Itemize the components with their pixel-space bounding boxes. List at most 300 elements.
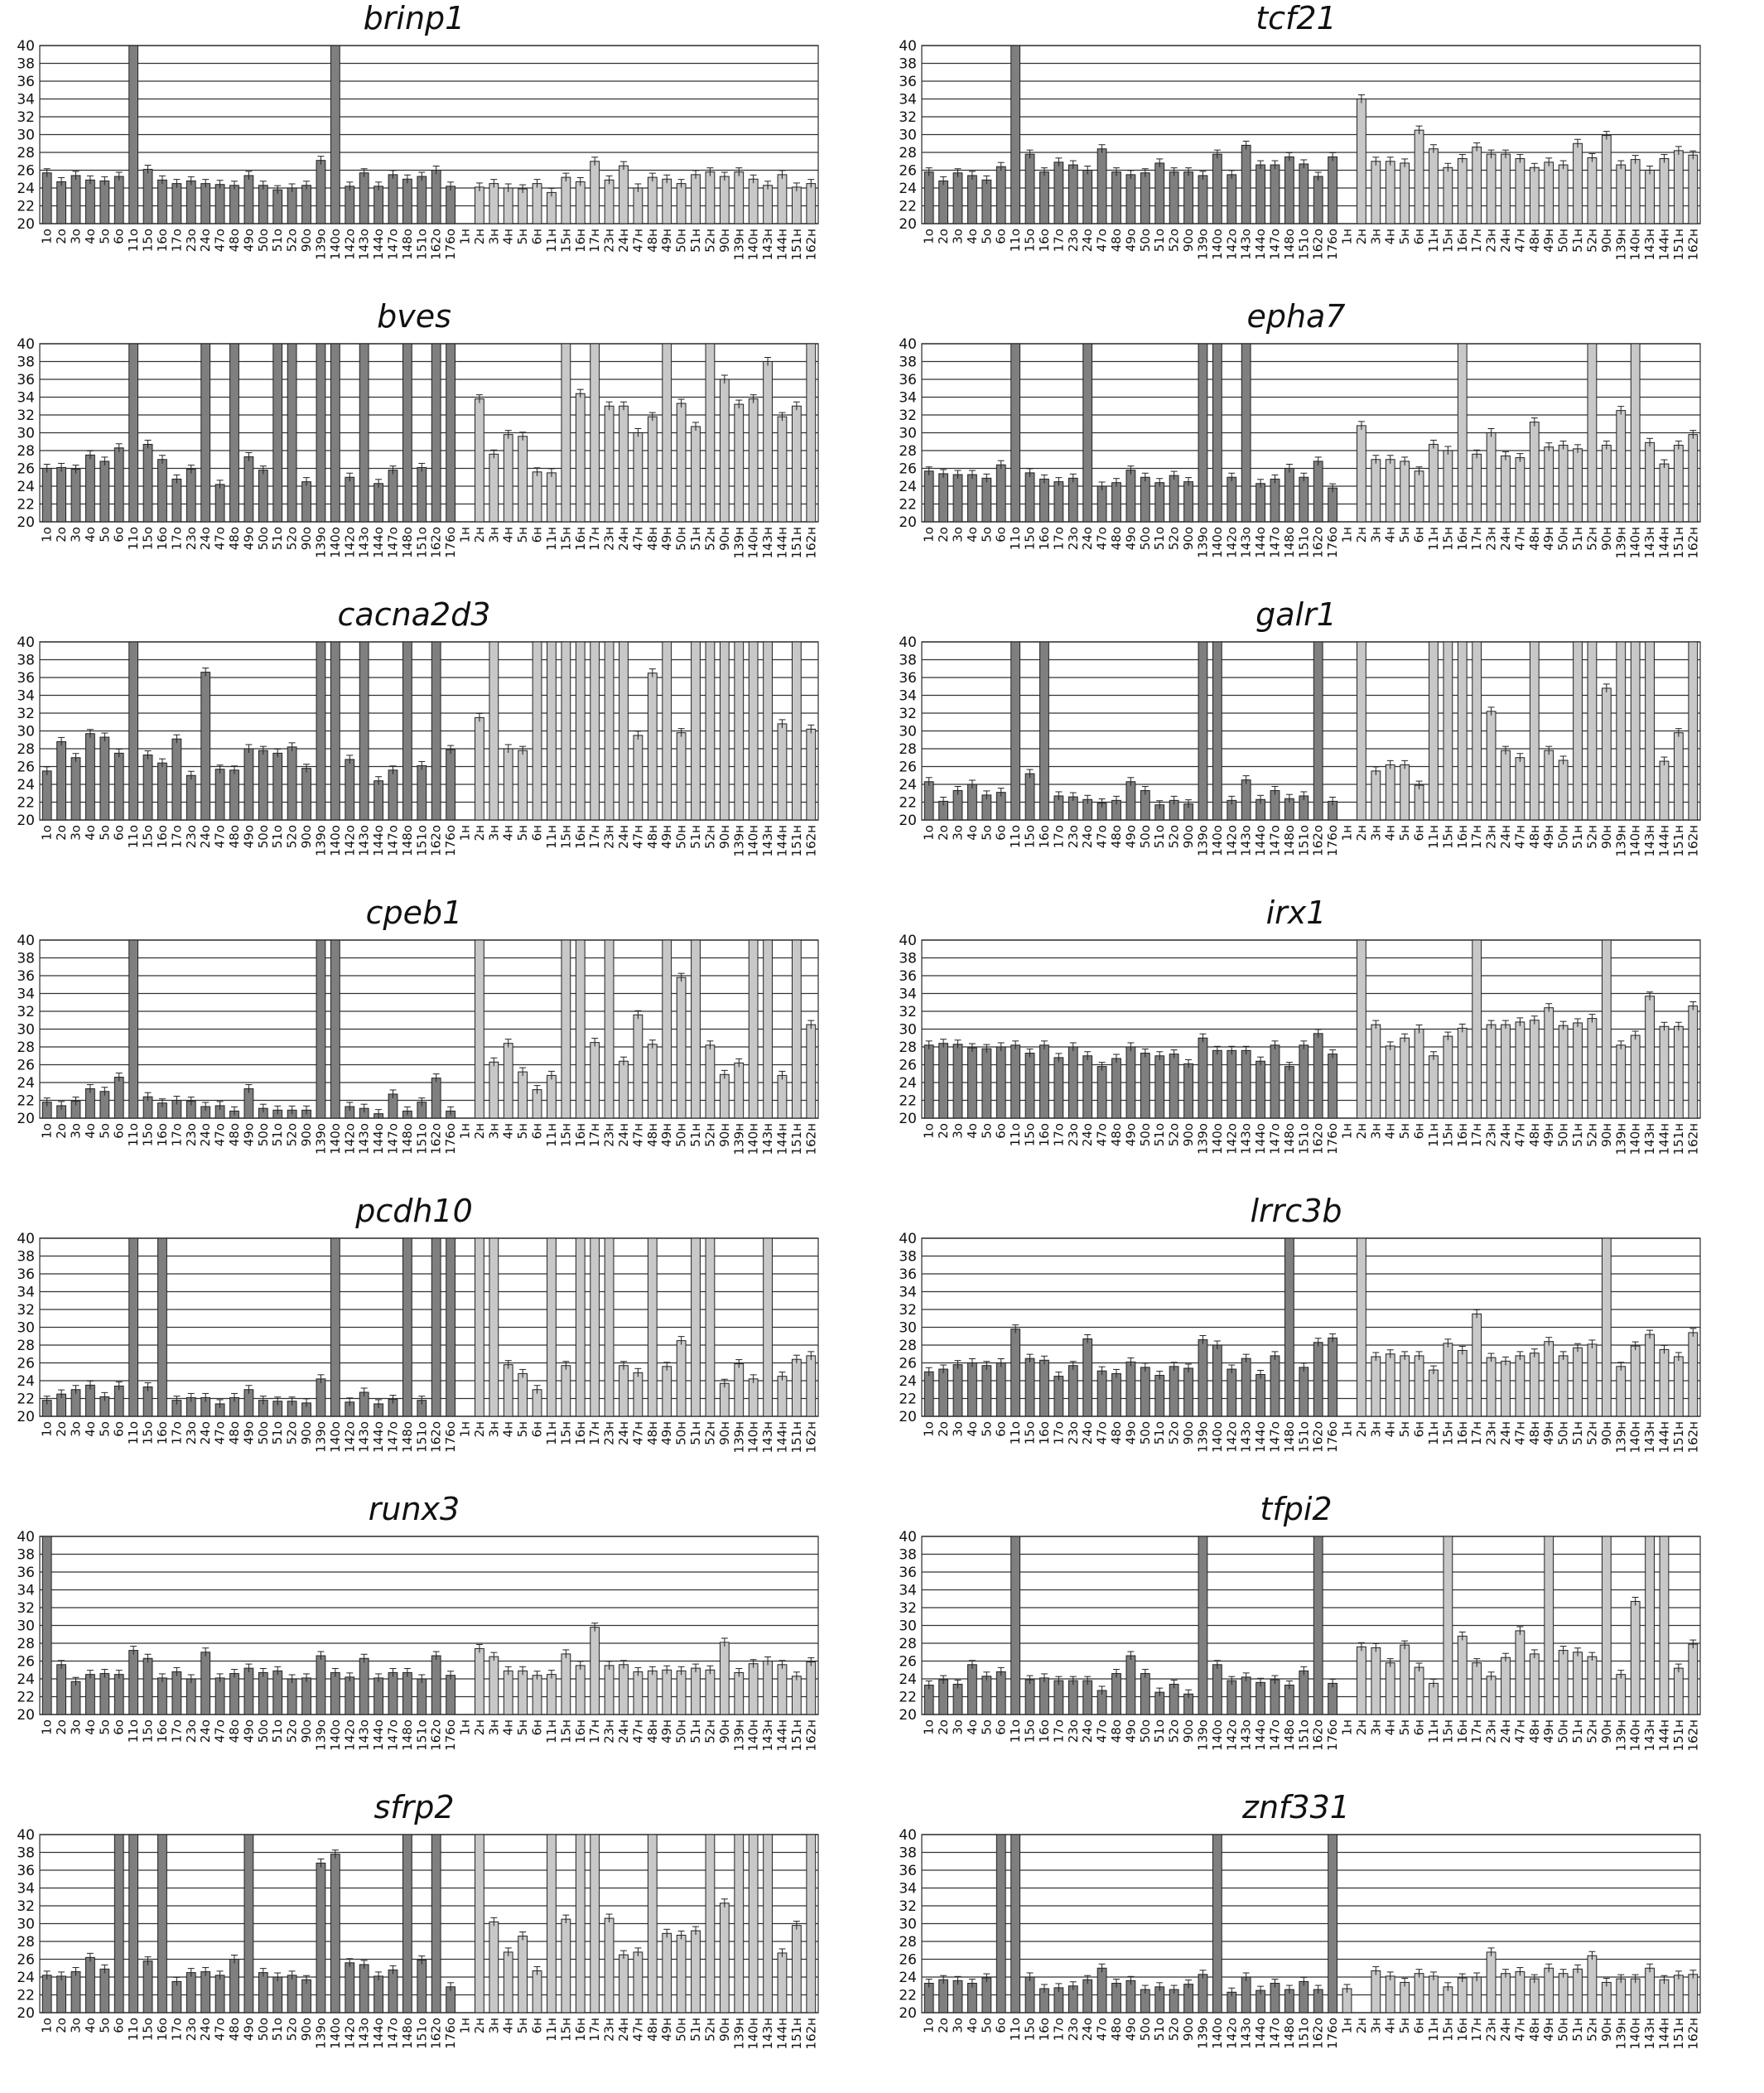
x-tick-label: 90н [1598, 825, 1614, 849]
bar-3о [953, 791, 962, 820]
bar-3о [71, 1681, 80, 1714]
bar-139о [316, 940, 325, 1118]
y-tick-label: 38 [17, 1845, 35, 1862]
bar-148о [1284, 1067, 1294, 1118]
bar-90о [1184, 172, 1193, 224]
chart-title: pcdh10 [355, 1193, 473, 1229]
x-tick-label: 11о [1008, 2018, 1024, 2042]
bar-144н [1660, 1536, 1669, 1714]
bar-47н [1516, 1022, 1525, 1118]
x-tick-label: 90о [1181, 1421, 1197, 1445]
bar-1о [42, 771, 51, 820]
bar-23н [605, 642, 614, 820]
y-tick-label: 24 [17, 777, 35, 793]
x-tick-label: 17н [1469, 229, 1485, 253]
x-tick-label: 52о [1166, 1719, 1182, 1743]
y-tick-label: 36 [17, 1863, 35, 1879]
x-tick-label: 52о [284, 527, 300, 551]
bar-49н [1545, 162, 1554, 224]
bar-144н [778, 1075, 787, 1118]
bar-47н [634, 1372, 643, 1416]
y-tick-label: 28 [899, 1636, 917, 1652]
bar-15о [1025, 1054, 1034, 1118]
bar-17н [590, 1628, 600, 1714]
x-tick-label: 47н [1512, 229, 1528, 253]
x-tick-label: 4о [82, 1123, 98, 1139]
x-tick-label: 162о [1310, 229, 1326, 260]
x-tick-label: 51н [688, 825, 704, 849]
x-tick-label: 3н [1368, 2018, 1384, 2034]
bar-1о [924, 1984, 933, 2013]
bar-52о [1169, 1367, 1178, 1416]
bar-176о [1328, 488, 1337, 522]
x-tick-label: 50о [1137, 1123, 1153, 1147]
bar-143н [764, 1661, 773, 1715]
bar-50н [677, 733, 686, 820]
bar-151н [792, 406, 801, 522]
bar-4н [504, 1671, 513, 1714]
x-tick-label: 17о [169, 2018, 185, 2042]
bar-5о [100, 737, 109, 820]
y-tick-label: 26 [17, 1653, 35, 1671]
y-tick-label: 30 [899, 1916, 917, 1933]
x-tick-label: 2н [1353, 825, 1369, 842]
x-tick-label: 50о [1137, 229, 1153, 253]
y-tick-label: 20 [17, 2005, 35, 2022]
y-tick-label: 40 [17, 933, 35, 949]
x-tick-label: 5о [979, 527, 995, 543]
bar-17о [172, 1981, 181, 2013]
x-tick-label: 2н [1353, 1421, 1369, 1438]
y-tick-label: 28 [17, 1636, 35, 1652]
bar-15о [1025, 1977, 1034, 2013]
bar-3н [1371, 1970, 1381, 2013]
bar-16н [576, 642, 585, 820]
x-tick-label: 5о [979, 825, 995, 841]
bar-49о [244, 1668, 253, 1714]
x-tick-label: 50н [673, 527, 689, 551]
x-tick-label: 5о [97, 825, 113, 841]
x-tick-label: 48н [644, 527, 660, 551]
x-tick-label: 4н [500, 825, 516, 842]
x-tick-label: 2о [54, 527, 70, 543]
y-tick-label: 26 [17, 162, 35, 180]
x-tick-label: 47о [1094, 527, 1110, 551]
x-tick-label: 90н [716, 527, 732, 551]
bar-23н [1487, 1952, 1496, 2013]
x-tick-label: 3н [1368, 229, 1384, 245]
x-tick-label: 90о [1181, 527, 1197, 551]
x-tick-label: 23о [1065, 229, 1081, 253]
bar-49о [244, 749, 253, 820]
x-tick-label: 1о [39, 1123, 55, 1139]
x-tick-label: 24н [1498, 825, 1513, 849]
x-tick-label: 144н [1656, 527, 1672, 559]
y-tick-label: 34 [899, 1880, 917, 1898]
x-tick-label: 51о [1152, 1719, 1168, 1743]
x-tick-label: 47о [1094, 1719, 1110, 1743]
x-tick-label: 16о [154, 2018, 170, 2042]
y-tick-label: 22 [899, 198, 917, 215]
x-tick-label: 144н [1656, 1123, 1672, 1155]
x-tick-label: 3о [68, 527, 84, 543]
x-tick-label: 144н [1656, 2018, 1672, 2050]
bar-49н [1545, 1536, 1554, 1714]
y-tick-label: 38 [899, 354, 917, 371]
x-tick-label: 16о [1036, 1719, 1052, 1743]
bar-52н [706, 1045, 715, 1118]
x-tick-label: 51н [1570, 229, 1586, 253]
x-tick-label: 3н [486, 1719, 502, 1736]
bar-chart-galr1 [882, 596, 1764, 895]
x-tick-label: 4о [82, 1719, 98, 1735]
bar-1о [924, 471, 933, 522]
y-tick-label: 24 [17, 1970, 35, 1986]
bar-23н [1487, 1676, 1496, 1714]
x-tick-label: 23н [1483, 229, 1499, 253]
bar-24н [1501, 456, 1511, 522]
bar-143н [1646, 171, 1655, 224]
y-tick-label: 32 [17, 408, 35, 424]
x-tick-label: 139о [313, 825, 329, 856]
bar-162о [1313, 461, 1323, 522]
bar-4н [504, 1365, 513, 1416]
x-tick-label: 147о [1267, 1421, 1283, 1453]
bar-6н [1415, 1356, 1424, 1416]
bar-48о [230, 344, 239, 522]
bar-90н [720, 1642, 729, 1714]
x-tick-label: 90н [716, 825, 732, 849]
x-tick-label: 151н [1670, 229, 1686, 261]
bar-90н [720, 1383, 729, 1416]
bar-49о [1126, 1656, 1135, 1714]
x-tick-label: 17н [1469, 1123, 1485, 1147]
bar-4н [504, 749, 513, 820]
bar-3н [489, 1922, 499, 2013]
bar-147о [1270, 1680, 1280, 1714]
bar-1о [42, 173, 51, 224]
x-tick-label: 162о [1310, 2018, 1326, 2049]
x-tick-label: 90н [716, 1421, 732, 1445]
x-tick-label: 15о [140, 825, 156, 849]
x-tick-label: 140н [1627, 825, 1643, 857]
bar-50н [1559, 446, 1568, 522]
bar-6о [114, 1835, 123, 2013]
x-tick-label: 51н [1570, 825, 1586, 849]
bar-139о [316, 1863, 325, 2013]
bar-47о [1097, 1067, 1106, 1118]
x-tick-label: 144о [371, 527, 387, 558]
bar-51н [1574, 449, 1583, 522]
x-tick-label: 47н [630, 527, 646, 551]
y-tick-label: 22 [17, 496, 35, 514]
bar-23н [605, 1918, 614, 2013]
x-tick-label: 23о [1065, 1719, 1081, 1743]
chart-title: bves [377, 298, 451, 335]
x-tick-label: 2н [471, 527, 487, 543]
y-tick-label: 22 [899, 1391, 917, 1408]
bar-2о [57, 1976, 66, 2013]
x-tick-label: 140о [1209, 2018, 1225, 2049]
bar-49н [1545, 1968, 1554, 2013]
x-tick-label: 16н [572, 527, 588, 551]
x-tick-label: 142о [342, 1421, 358, 1453]
x-tick-label: 49н [659, 1421, 675, 1445]
bar-51н [692, 642, 701, 820]
bar-16н [1458, 1636, 1467, 1714]
x-tick-label: 151н [788, 1123, 804, 1155]
bar-11н [547, 1835, 557, 2013]
bar-24н [619, 406, 629, 522]
bar-90н [720, 379, 729, 522]
bar-11о [1011, 1329, 1020, 1416]
bar-50о [1140, 1054, 1149, 1118]
bar-4о [86, 180, 95, 224]
x-tick-label: 50о [1137, 2018, 1153, 2042]
bar-52н [1588, 1657, 1597, 1714]
x-tick-label: 2о [54, 1719, 70, 1735]
bar-144н [778, 724, 787, 820]
bar-4н [1386, 1046, 1395, 1118]
bar-48о [1112, 172, 1121, 224]
bar-1о [924, 782, 933, 820]
bar-11н [1429, 642, 1439, 820]
x-tick-label: 139о [1195, 825, 1211, 856]
bar-3н [489, 184, 499, 224]
x-tick-label: 151н [1670, 527, 1686, 559]
x-tick-label: 51о [1152, 1421, 1168, 1445]
bar-143н [1646, 642, 1655, 820]
x-tick-label: 16н [572, 825, 588, 849]
x-tick-label: 6о [993, 1421, 1009, 1437]
bar-151о [417, 1679, 427, 1714]
bar-chart-znf331 [882, 1789, 1764, 2087]
bar-4о [86, 1675, 95, 1714]
bar-23о [1068, 1047, 1077, 1118]
bar-52н [706, 1670, 715, 1714]
bar-140н [1631, 344, 1640, 522]
x-tick-label: 49о [1123, 1719, 1139, 1743]
chart-panel-sfrp2 [0, 1789, 882, 2087]
bar-24н [619, 1366, 629, 1416]
x-tick-label: 162н [1685, 1123, 1701, 1155]
x-tick-label: 52о [1166, 2018, 1182, 2042]
bar-140н [749, 940, 758, 1118]
x-tick-label: 49о [1123, 1421, 1139, 1445]
x-tick-label: 16о [1036, 229, 1052, 253]
x-tick-label: 51о [270, 1421, 286, 1445]
y-tick-label: 20 [899, 2005, 917, 2022]
x-tick-label: 143н [760, 229, 776, 261]
x-tick-label: 24н [1498, 527, 1513, 551]
x-tick-label: 143о [1238, 825, 1254, 856]
x-tick-label: 47н [630, 825, 646, 849]
bar-162н [807, 1835, 816, 2013]
bar-162н [1689, 155, 1698, 224]
y-tick-label: 20 [899, 514, 917, 531]
x-tick-label: 17н [587, 1719, 603, 1743]
bar-140о [330, 46, 340, 224]
bar-4н [1386, 1663, 1395, 1714]
bar-52н [1588, 157, 1597, 224]
x-tick-label: 5н [1397, 2018, 1413, 2034]
x-tick-label: 139н [731, 825, 747, 857]
bar-47н [1516, 1356, 1525, 1416]
y-tick-label: 22 [17, 1987, 35, 2004]
bar-47о [215, 185, 224, 224]
x-tick-label: 6н [1411, 825, 1427, 842]
x-tick-label: 176о [443, 2018, 459, 2049]
x-tick-label: 162н [1685, 229, 1701, 261]
bar-140н [749, 1379, 758, 1416]
x-tick-label: 5о [979, 1421, 995, 1437]
x-tick-label: 6о [993, 1719, 1009, 1735]
x-tick-label: 48н [1526, 825, 1542, 849]
bar-48н [1530, 1979, 1539, 2013]
bar-24о [1083, 1056, 1092, 1118]
x-tick-label: 52н [702, 2018, 718, 2042]
bar-48о [1112, 1984, 1121, 2013]
bar-17н [590, 1238, 600, 1416]
x-tick-label: 47н [630, 1123, 646, 1147]
x-tick-label: 47о [212, 1421, 228, 1445]
bar-11н [1429, 444, 1439, 522]
bar-162о [431, 344, 441, 522]
bar-1о [42, 1536, 51, 1714]
x-tick-label: 139н [1613, 1719, 1629, 1752]
x-tick-label: 148о [1281, 825, 1297, 856]
bar-140н [749, 1664, 758, 1714]
bar-51о [1155, 1376, 1164, 1416]
x-tick-label: 151н [788, 2018, 804, 2050]
bar-23н [1487, 1025, 1496, 1118]
x-tick-label: 48о [227, 1123, 242, 1147]
x-tick-label: 143н [1642, 229, 1658, 261]
x-tick-label: 144о [371, 1123, 387, 1155]
x-tick-label: 140о [327, 229, 343, 260]
bar-142о [1227, 1050, 1236, 1118]
bar-147о [1270, 1045, 1280, 1118]
bar-51о [273, 753, 282, 820]
bar-51о [273, 1671, 282, 1714]
bar-151н [1674, 1668, 1683, 1714]
x-tick-label: 15о [140, 2018, 156, 2042]
bar-5н [518, 750, 528, 820]
bar-49о [1126, 1047, 1135, 1118]
y-tick-label: 34 [17, 986, 35, 1003]
x-tick-label: 147о [385, 228, 401, 260]
x-tick-label: 144о [1253, 1123, 1269, 1155]
x-tick-label: 151н [1670, 1719, 1686, 1752]
x-tick-label: 11о [126, 1719, 142, 1743]
x-tick-label: 51н [688, 527, 704, 551]
bar-51о [1155, 1056, 1164, 1118]
x-tick-label: 144о [1253, 825, 1269, 856]
y-tick-label: 40 [899, 933, 917, 949]
x-tick-label: 15н [1440, 229, 1456, 253]
x-tick-label: 144о [371, 2018, 387, 2049]
x-tick-label: 90н [716, 2018, 732, 2042]
bar-16н [1458, 1028, 1467, 1118]
bar-chart-pcdh10 [0, 1193, 882, 1491]
chart-panel-lrrc3b [882, 1193, 1764, 1491]
x-tick-label: 11н [1425, 2018, 1441, 2042]
x-tick-label: 24о [198, 229, 214, 253]
x-tick-label: 143н [1642, 2018, 1658, 2050]
x-tick-label: 140о [327, 2018, 343, 2049]
x-tick-label: 2о [936, 527, 952, 543]
bar-148о [402, 1672, 412, 1714]
bar-15н [561, 1654, 571, 1714]
x-tick-label: 2н [1353, 229, 1369, 245]
bar-147о [1270, 479, 1280, 522]
x-tick-label: 139о [1195, 229, 1211, 260]
y-tick-label: 38 [899, 652, 917, 669]
y-tick-label: 24 [17, 1075, 35, 1092]
bar-24н [619, 1955, 629, 2013]
bar-139о [316, 1379, 325, 1416]
bar-142о [345, 1963, 354, 2013]
y-tick-label: 28 [899, 1039, 917, 1056]
bar-3о [71, 176, 80, 224]
bar-49о [244, 1835, 253, 2013]
y-tick-label: 36 [17, 1266, 35, 1283]
bar-11о [129, 642, 138, 820]
x-tick-label: 6н [529, 1719, 545, 1736]
x-tick-label: 16о [154, 1123, 170, 1147]
x-tick-label: 4н [500, 1421, 516, 1438]
bar-2н [475, 1648, 484, 1714]
x-tick-label: 51о [1152, 229, 1168, 253]
bar-52о [1169, 475, 1178, 522]
x-tick-label: 90н [1598, 2018, 1614, 2042]
x-tick-label: 17о [1051, 1719, 1067, 1743]
x-tick-label: 151о [414, 1123, 430, 1155]
bar-162о [1313, 1034, 1323, 1118]
bar-142о [345, 186, 354, 224]
bar-4о [968, 1048, 977, 1118]
bar-15о [143, 1961, 152, 2013]
bar-47н [1516, 458, 1525, 522]
bar-2н [1357, 426, 1366, 522]
y-tick-label: 34 [899, 687, 917, 705]
x-tick-label: 15н [1440, 2018, 1456, 2042]
bar-140о [1212, 1665, 1222, 1714]
x-tick-label: 50н [673, 1421, 689, 1445]
bar-15н [1443, 1343, 1453, 1416]
x-tick-label: 23н [1483, 1421, 1499, 1445]
bar-17о [1054, 162, 1063, 224]
bar-15н [1443, 1036, 1453, 1118]
x-tick-label: 5н [515, 527, 531, 543]
bar-3о [953, 475, 962, 522]
bar-4н [504, 1044, 513, 1118]
bar-50н [1559, 1651, 1568, 1714]
x-tick-label: 90н [716, 1719, 732, 1743]
x-tick-label: 15н [1440, 825, 1456, 849]
bar-2н [475, 940, 484, 1118]
x-tick-label: 90о [1181, 825, 1197, 849]
bar-16н [1458, 1350, 1467, 1416]
x-tick-label: 24о [1080, 1123, 1096, 1147]
y-tick-label: 32 [899, 109, 917, 126]
x-tick-label: 1н [1339, 825, 1355, 842]
x-tick-label: 23о [1065, 2018, 1081, 2042]
bar-1о [924, 1372, 933, 1416]
bar-5н [1400, 1645, 1410, 1714]
y-tick-label: 26 [899, 759, 917, 776]
x-tick-label: 140н [745, 1123, 761, 1155]
